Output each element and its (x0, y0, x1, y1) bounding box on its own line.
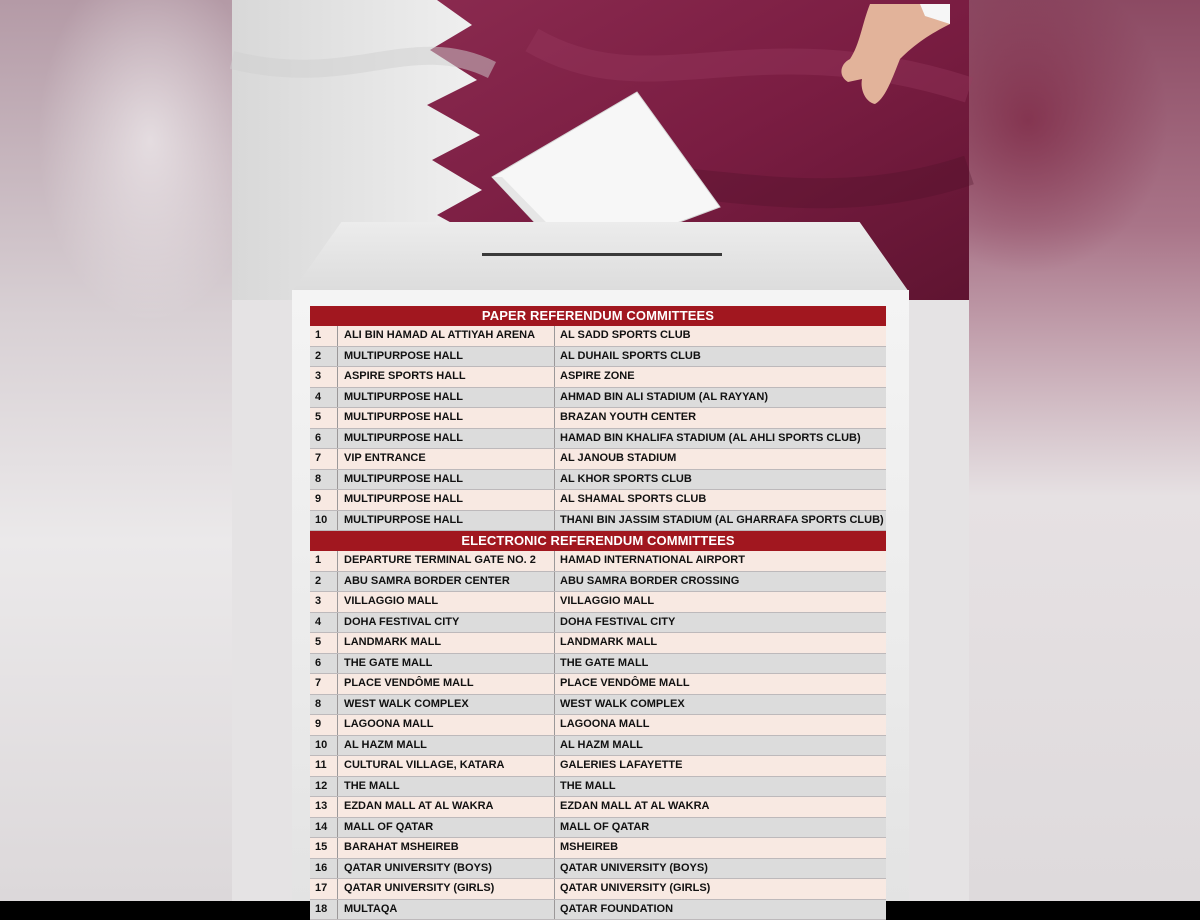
row-venue: AHMAD BIN ALI STADIUM (AL RAYYAN) (555, 388, 886, 408)
row-venue: AL HAZM MALL (555, 736, 886, 756)
row-number: 9 (310, 715, 338, 735)
row-number: 16 (310, 859, 338, 879)
table-row (310, 900, 886, 920)
row-venue: HAMAD BIN KHALIFA STADIUM (AL AHLI SPORTS CLUB) (555, 429, 886, 449)
row-number: 17 (310, 879, 338, 899)
row-location: MULTIPURPOSE HALL (338, 388, 555, 408)
table-row (310, 736, 886, 757)
blurred-background-left (0, 0, 232, 901)
row-location: MULTIPURPOSE HALL (338, 511, 555, 531)
row-location: BARAHAT MSHEIREB (338, 838, 555, 858)
row-location: ALI BIN HAMAD AL ATTIYAH ARENA (338, 326, 555, 346)
row-number: 7 (310, 449, 338, 469)
row-location: MULTIPURPOSE HALL (338, 347, 555, 367)
table-row (310, 572, 886, 593)
table-row (310, 449, 886, 470)
row-venue: DOHA FESTIVAL CITY (555, 613, 886, 633)
row-venue: ABU SAMRA BORDER CROSSING (555, 572, 886, 592)
row-number: 15 (310, 838, 338, 858)
row-location: PLACE VENDÔME MALL (338, 674, 555, 694)
row-venue: QATAR UNIVERSITY (GIRLS) (555, 879, 886, 899)
row-venue: EZDAN MALL AT AL WAKRA (555, 797, 886, 817)
row-number: 2 (310, 347, 338, 367)
row-number: 11 (310, 756, 338, 776)
row-number: 9 (310, 490, 338, 510)
row-venue: LANDMARK MALL (555, 633, 886, 653)
row-venue: MALL OF QATAR (555, 818, 886, 838)
row-location: MULTAQA (338, 900, 555, 920)
row-location: DOHA FESTIVAL CITY (338, 613, 555, 633)
table-row (310, 592, 886, 613)
row-number: 13 (310, 797, 338, 817)
table-row (310, 756, 886, 777)
row-location: EZDAN MALL AT AL WAKRA (338, 797, 555, 817)
ballot-box-slot (482, 253, 722, 256)
table-row (310, 470, 886, 491)
table-row (310, 838, 886, 859)
table-row (310, 613, 886, 634)
row-number: 3 (310, 592, 338, 612)
row-venue: WEST WALK COMPLEX (555, 695, 886, 715)
row-number: 5 (310, 408, 338, 428)
row-venue: AL SADD SPORTS CLUB (555, 326, 886, 346)
row-location: MULTIPURPOSE HALL (338, 429, 555, 449)
row-venue: BRAZAN YOUTH CENTER (555, 408, 886, 428)
table-row (310, 879, 886, 900)
row-location: MULTIPURPOSE HALL (338, 470, 555, 490)
row-venue: GALERIES LAFAYETTE (555, 756, 886, 776)
row-location: MALL OF QATAR (338, 818, 555, 838)
row-venue: VILLAGGIO MALL (555, 592, 886, 612)
row-location: MULTIPURPOSE HALL (338, 408, 555, 428)
table-row (310, 388, 886, 409)
table-row (310, 715, 886, 736)
row-location: THE GATE MALL (338, 654, 555, 674)
row-location: MULTIPURPOSE HALL (338, 490, 555, 510)
row-number: 8 (310, 470, 338, 490)
table-row (310, 511, 886, 532)
row-location: QATAR UNIVERSITY (GIRLS) (338, 879, 555, 899)
row-number: 10 (310, 511, 338, 531)
row-venue: ASPIRE ZONE (555, 367, 886, 387)
row-venue: THE MALL (555, 777, 886, 797)
row-number: 6 (310, 654, 338, 674)
committees-table (310, 306, 886, 920)
row-venue: MSHEIREB (555, 838, 886, 858)
row-venue: QATAR FOUNDATION (555, 900, 886, 920)
row-venue: THE GATE MALL (555, 654, 886, 674)
row-location: THE MALL (338, 777, 555, 797)
row-number: 10 (310, 736, 338, 756)
row-number: 12 (310, 777, 338, 797)
row-venue: PLACE VENDÔME MALL (555, 674, 886, 694)
referendum-poster (232, 0, 969, 901)
row-venue: THANI BIN JASSIM STADIUM (AL GHARRAFA SPORTS CLUB) (555, 511, 886, 531)
row-number: 5 (310, 633, 338, 653)
row-location: VIP ENTRANCE (338, 449, 555, 469)
table-row (310, 408, 886, 429)
electronic-committees-header: ELECTRONIC REFERENDUM COMMITTEES (310, 531, 886, 551)
row-number: 18 (310, 900, 338, 920)
table-row (310, 367, 886, 388)
row-venue: QATAR UNIVERSITY (BOYS) (555, 859, 886, 879)
paper-committees-header: PAPER REFERENDUM COMMITTEES (310, 306, 886, 326)
table-row (310, 695, 886, 716)
row-number: 3 (310, 367, 338, 387)
table-row (310, 326, 886, 347)
blurred-background-right (968, 0, 1200, 901)
table-row (310, 797, 886, 818)
table-row (310, 818, 886, 839)
row-location: AL HAZM MALL (338, 736, 555, 756)
row-location: LAGOONA MALL (338, 715, 555, 735)
table-row (310, 654, 886, 675)
row-location: LANDMARK MALL (338, 633, 555, 653)
row-venue: HAMAD INTERNATIONAL AIRPORT (555, 551, 886, 571)
row-number: 1 (310, 551, 338, 571)
row-venue: AL DUHAIL SPORTS CLUB (555, 347, 886, 367)
table-row (310, 490, 886, 511)
row-location: ABU SAMRA BORDER CENTER (338, 572, 555, 592)
row-number: 4 (310, 613, 338, 633)
row-venue: LAGOONA MALL (555, 715, 886, 735)
row-number: 1 (310, 326, 338, 346)
row-number: 2 (310, 572, 338, 592)
table-row (310, 859, 886, 880)
table-row (310, 777, 886, 798)
table-row (310, 429, 886, 450)
table-row (310, 674, 886, 695)
row-number: 14 (310, 818, 338, 838)
row-location: ASPIRE SPORTS HALL (338, 367, 555, 387)
row-location: WEST WALK COMPLEX (338, 695, 555, 715)
row-location: CULTURAL VILLAGE, KATARA (338, 756, 555, 776)
row-number: 7 (310, 674, 338, 694)
row-number: 6 (310, 429, 338, 449)
row-location: DEPARTURE TERMINAL GATE NO. 2 (338, 551, 555, 571)
row-venue: AL JANOUB STADIUM (555, 449, 886, 469)
row-location: QATAR UNIVERSITY (BOYS) (338, 859, 555, 879)
ballot-box-lid (292, 222, 909, 292)
table-row (310, 347, 886, 368)
table-row (310, 633, 886, 654)
row-venue: AL SHAMAL SPORTS CLUB (555, 490, 886, 510)
row-number: 4 (310, 388, 338, 408)
row-location: VILLAGGIO MALL (338, 592, 555, 612)
row-number: 8 (310, 695, 338, 715)
row-venue: AL KHOR SPORTS CLUB (555, 470, 886, 490)
table-row (310, 551, 886, 572)
hand-icon (830, 4, 950, 104)
